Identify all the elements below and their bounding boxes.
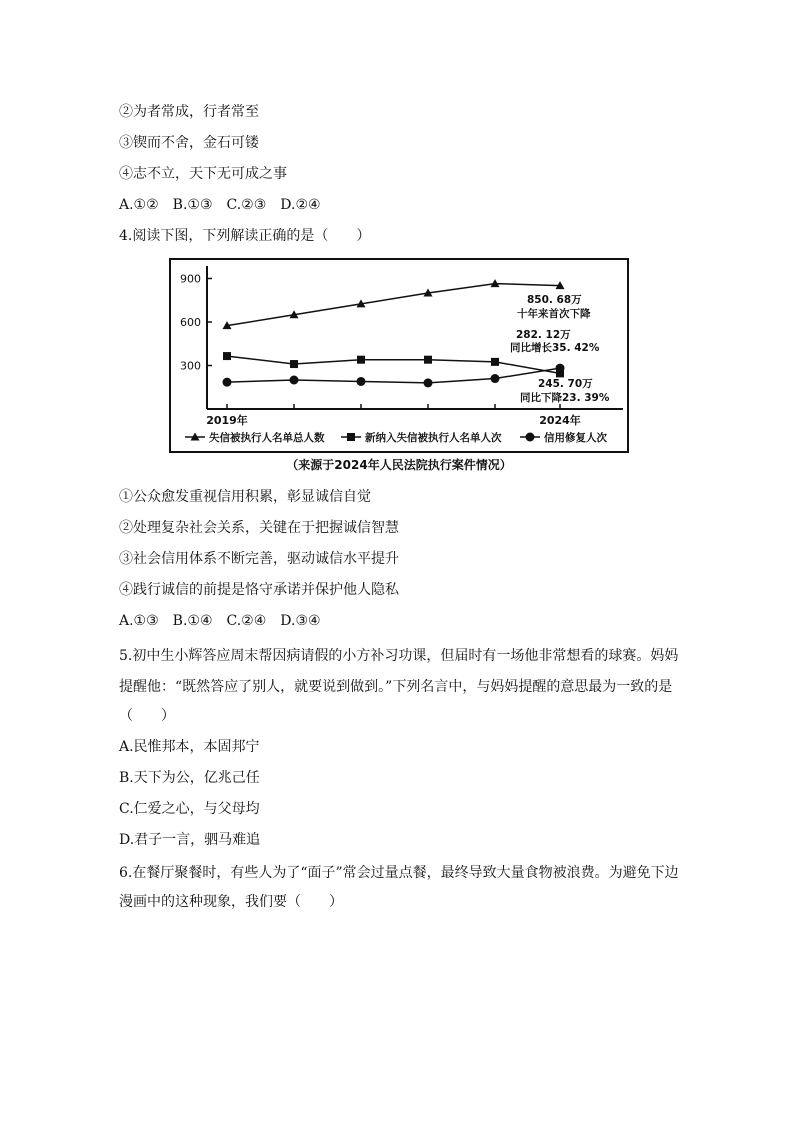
legend-marker (526, 433, 535, 442)
chart-labels (510, 294, 610, 404)
annotation-label: 十年来首次下降 (517, 308, 591, 320)
annotation-label: 850. 68万 (527, 294, 582, 306)
data-point (223, 352, 231, 360)
data-point (491, 358, 499, 366)
legend-marker (347, 433, 355, 441)
annotation-label: 282. 12万 (516, 329, 571, 341)
y-tick-label: 900 (180, 272, 201, 286)
y-tick-label: 300 (180, 359, 201, 373)
option-line: C.仁爱之心，与父母均 (119, 801, 260, 817)
x-tick-label: 2024年 (539, 414, 581, 427)
data-point (357, 377, 366, 386)
chart-caption: （来源于2024年人民法院执行案件情况） (286, 458, 512, 472)
chart-svg (171, 260, 627, 451)
annotation-label: 同比增长35. 42% (510, 342, 600, 354)
statement-line: ①公众愈发重视信用积累，彰显诚信自觉 (119, 489, 371, 505)
legend-label: 信用修复人次 (544, 432, 607, 444)
option-line: ③锲而不舍，金石可镂 (119, 135, 259, 151)
option-line: B.天下为公，亿兆己任 (119, 770, 260, 786)
x-tick-label: 2019年 (206, 414, 248, 427)
question-stem: 5.初中生小辉答应周末帮因病请假的小方补习功课，但届时有一场他非常想看的球赛。妈妈 (119, 648, 679, 664)
data-point (424, 356, 432, 364)
series-line (227, 356, 560, 373)
data-point (491, 374, 500, 383)
legend-label: 新纳入失信被执行人名单人次 (365, 432, 502, 444)
statement-line: ②处理复杂社会关系，关键在于把握诚信智慧 (119, 520, 399, 536)
series-line (227, 368, 560, 383)
answer-choices: A.①③ B.①④ C.②④ D.③④ (119, 613, 321, 629)
y-tick-label: 600 (180, 316, 201, 329)
option-line: ④志不立，天下无可成之事 (119, 166, 287, 182)
question-stem: 漫画中的这种现象，我们要（ ） (119, 894, 343, 910)
data-point (424, 378, 433, 387)
data-point (290, 360, 298, 368)
legend-label: 失信被执行人名单总人数 (209, 432, 325, 444)
data-point (556, 364, 565, 373)
question-stem: 4.阅读下图，下列解读正确的是（ ） (119, 228, 371, 244)
data-point (290, 376, 299, 385)
option-line: D.君子一言，驷马难追 (119, 832, 261, 848)
annotation-label: 同比下降23. 39% (520, 392, 610, 404)
answer-choices: A.①② B.①③ C.②③ D.②④ (119, 197, 321, 213)
data-point (357, 356, 365, 364)
question-stem: 提醒他：“既然答应了别人，就要说到做到。”下列名言中，与妈妈提醒的意思最为一致的是 (119, 679, 673, 695)
series-line (227, 284, 560, 326)
line-chart (169, 258, 629, 453)
data-point (223, 378, 232, 387)
question-stem: 6.在餐厅聚餐时，有些人为了“面子”常会过量点餐，最终导致大量食物被浪费。为避免下边 (119, 865, 679, 881)
statement-line: ③社会信用体系不断完善，驱动诚信水平提升 (119, 551, 399, 567)
statement-line: ④践行诚信的前提是恪守承诺并保护他人隐私 (119, 582, 399, 598)
annotation-label: 245. 70万 (538, 378, 593, 390)
option-line: ②为者常成，行者常至 (119, 104, 259, 120)
option-line: A.民惟邦本，本固邦宁 (119, 739, 260, 755)
chart-legend (185, 431, 607, 444)
question-stem: （ ） (119, 708, 175, 724)
chart-series (223, 279, 565, 387)
